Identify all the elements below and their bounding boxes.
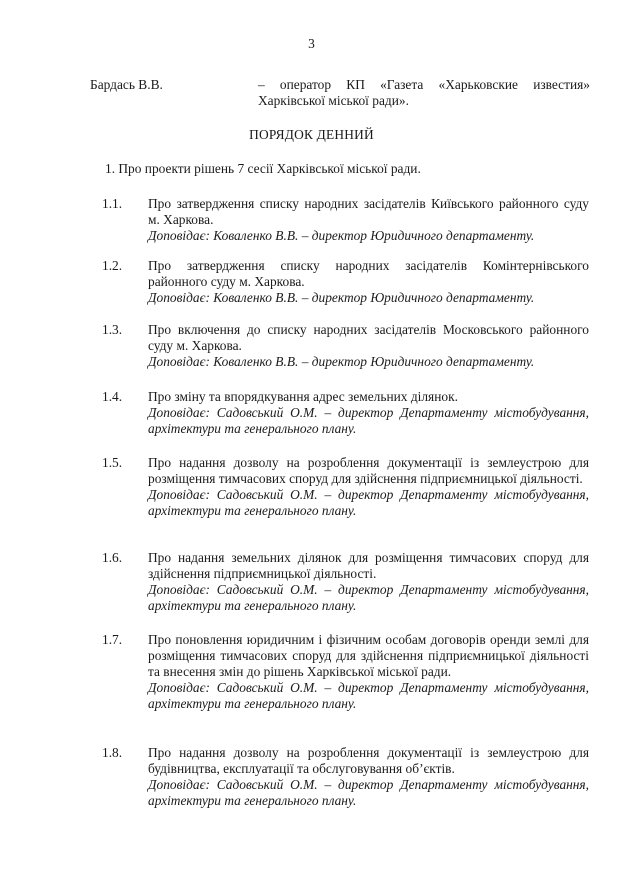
- item-number: 1.5.: [102, 455, 123, 470]
- item-title: Про надання земельних ділянок для розміщення тимчасових споруд для здійснення підприємницької діяльності.: [148, 550, 589, 581]
- item-speaker: Доповідає: Коваленко В.В. – директор Юридичного департаменту.: [148, 354, 535, 369]
- item-speaker: Доповідає: Садовський О.М. – директор Департаменту містобудування, архітектури та генерального плану.: [148, 777, 589, 808]
- item-speaker: Доповідає: Садовський О.М. – директор Департаменту містобудування, архітектури та генерального плану.: [148, 487, 589, 518]
- attendee-role: – оператор КП «Газета «Харьковские известия» Харківської міської ради».: [258, 77, 590, 108]
- item-title: Про затвердження списку народних засідателів Київського районного суду м. Харкова.: [148, 196, 589, 227]
- item-speaker: Доповідає: Садовський О.М. – директор Департаменту містобудування, архітектури та генерального плану.: [148, 680, 589, 711]
- item-title: Про надання дозволу на розроблення документації із землеустрою для розміщення тимчасових споруд для здійснення підприємницької діяльності.: [148, 455, 589, 486]
- item-title: Про затвердження списку народних засідателів Комінтернівського районного суду м. Харкова.: [148, 258, 589, 289]
- item-speaker: Доповідає: Коваленко В.В. – директор Юридичного департаменту.: [148, 290, 535, 305]
- item-title: Про надання дозволу на розроблення документації із землеустрою для будівництва, експлуатації та обслуговування об’єктів.: [148, 745, 589, 776]
- attendee-name: Бардась В.В.: [90, 77, 163, 92]
- item-number: 1.4.: [102, 389, 123, 404]
- item-number: 1.1.: [102, 196, 123, 211]
- item-number: 1.8.: [102, 745, 123, 760]
- item-number: 1.3.: [102, 322, 123, 337]
- item-speaker: Доповідає: Коваленко В.В. – директор Юридичного департаменту.: [148, 228, 535, 243]
- item-title: Про включення до списку народних засідателів Московського районного суду м. Харкова.: [148, 322, 589, 353]
- item-number: 1.6.: [102, 550, 123, 565]
- page-number: 3: [308, 36, 315, 51]
- agenda-title: ПОРЯДОК ДЕННИЙ: [249, 127, 374, 142]
- item-speaker: Доповідає: Садовський О.М. – директор Департаменту містобудування, архітектури та генерального плану.: [148, 582, 589, 613]
- item-title: Про поновлення юридичним і фізичним особам договорів оренди землі для розміщення тимчасових споруд для здійснення підприємницької діяльності та внесення змін до рішень Харківської міської ради.: [148, 632, 589, 679]
- section-heading: 1. Про проекти рішень 7 сесії Харківської міської ради.: [105, 161, 421, 176]
- item-number: 1.2.: [102, 258, 123, 273]
- item-number: 1.7.: [102, 632, 123, 647]
- item-speaker: Доповідає: Садовський О.М. – директор Департаменту містобудування, архітектури та генерального плану.: [148, 405, 589, 436]
- item-title: Про зміну та впорядкування адрес земельних ділянок.: [148, 389, 458, 404]
